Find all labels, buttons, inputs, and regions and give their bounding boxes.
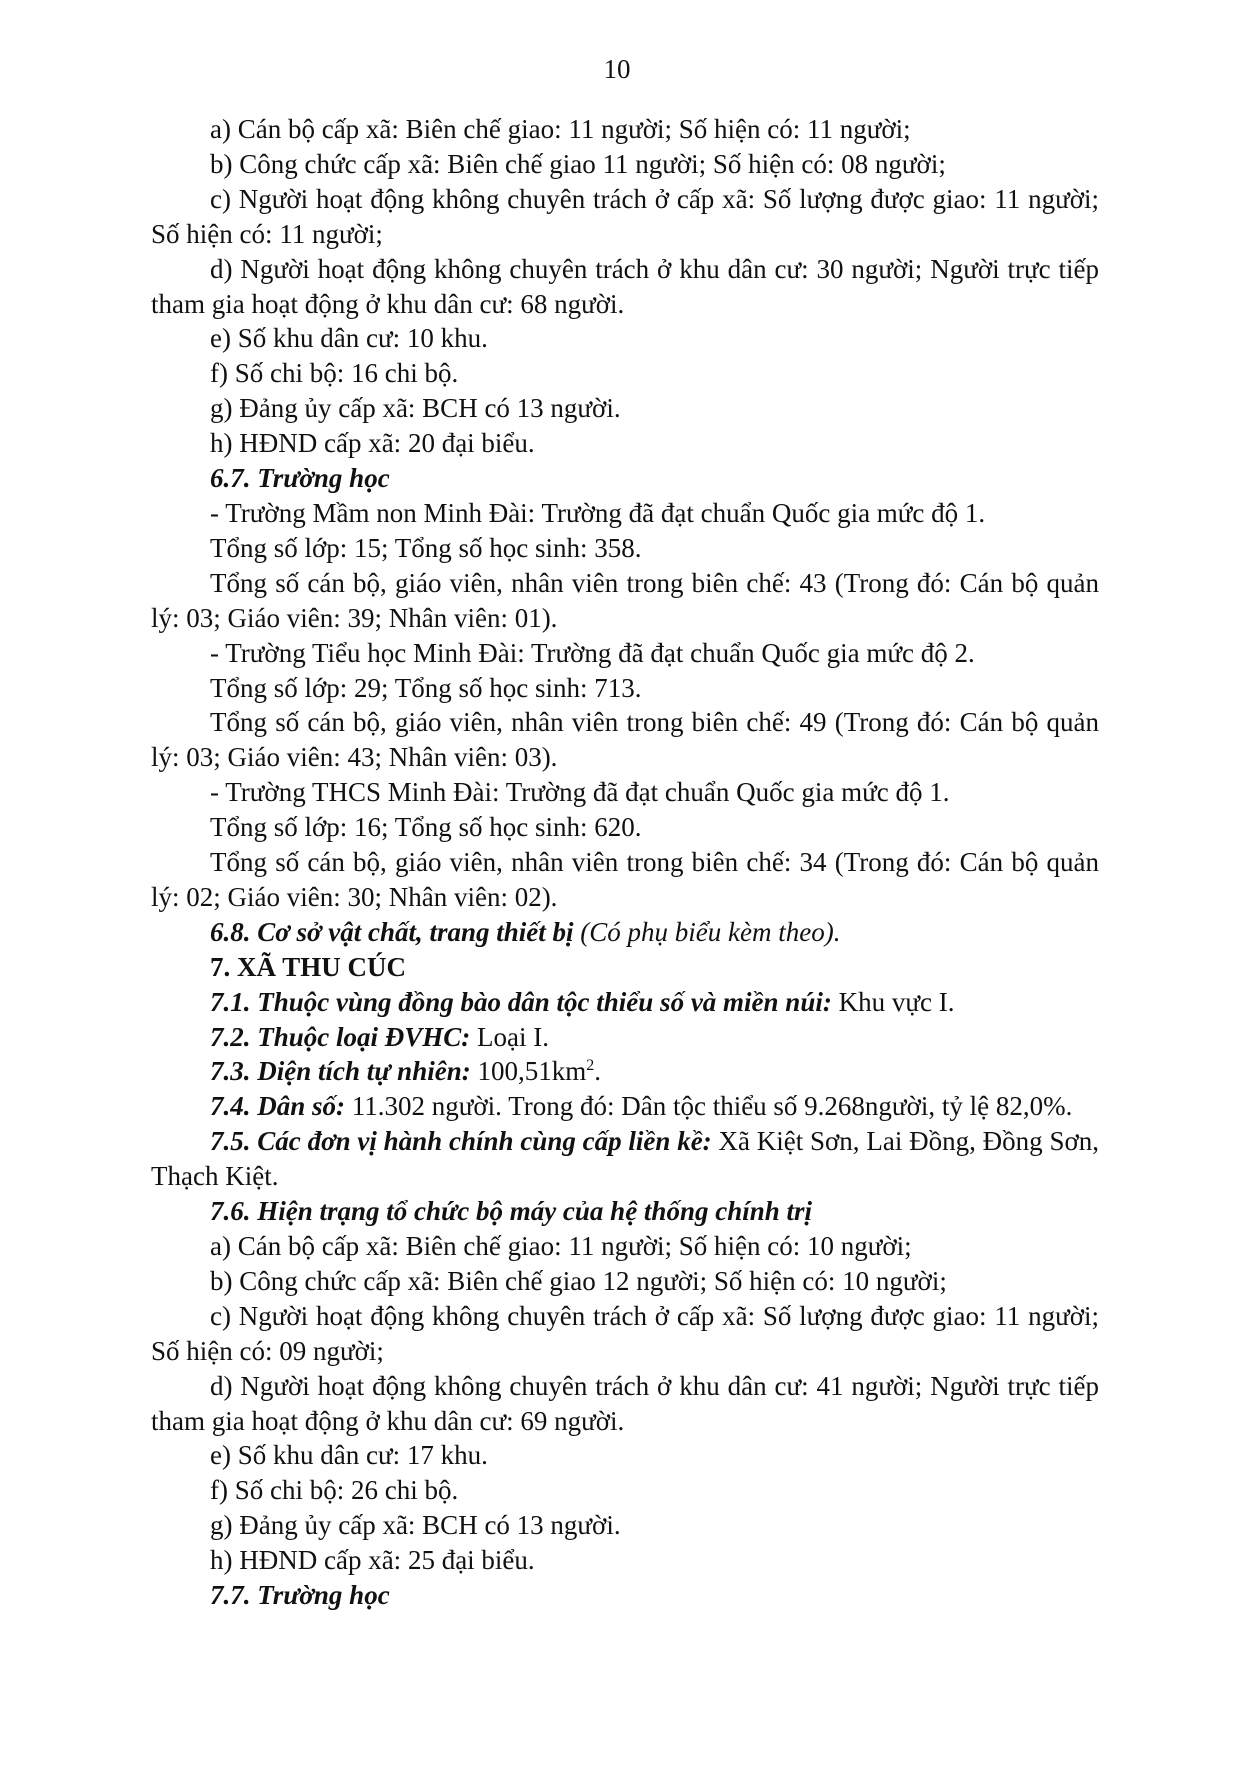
page-number: 10 <box>603 54 631 84</box>
paragraph-part-time-residential-7: d) Người hoạt động không chuyên trách ở khu dân cư: 41 người; Người trực tiếp tham gia hoạt động ở khu dân cư: 69 người. <box>151 1370 1099 1436</box>
paragraph-residential-areas-7: e) Số khu dân cư: 17 khu. <box>210 1440 488 1471</box>
paragraph-7-5 <box>151 1124 1099 1194</box>
heading-6-8-label: 6.8. Cơ sở vật chất, trang thiết bị <box>210 916 574 947</box>
paragraph-staff-commune: a) Cán bộ cấp xã: Biên chế giao: 11 người; Số hiện có: 11 người; <box>210 114 911 144</box>
paragraph-staff-commune-7: a) Cán bộ cấp xã: Biên chế giao: 11 người; Số hiện có: 10 người; <box>210 1231 912 1261</box>
heading-7-thu-cuc: 7. XÃ THU CÚC <box>210 951 407 982</box>
paragraph-kindergarten: - Trường Mầm non Minh Đài: Trường đã đạt chuẩn Quốc gia mức độ 1. <box>210 497 986 528</box>
paragraph-7-4 <box>151 1089 1099 1124</box>
heading-6-8-facilities <box>151 915 1099 950</box>
document-body <box>151 112 1099 1613</box>
paragraph-7-3 <box>151 1054 1099 1089</box>
paragraph-part-time-commune: c) Người hoạt động không chuyên trách ở cấp xã: Số lượng được giao: 11 người; Số hiện có: 11 người; <box>151 183 1099 249</box>
paragraph-civil-servants-7: b) Công chức cấp xã: Biên chế giao 12 người; Số hiện có: 10 người; <box>210 1265 947 1296</box>
paragraph-secondary-staff: Tổng số cán bộ, giáo viên, nhân viên trong biên chế: 34 (Trong đó: Cán bộ quản lý: 02; Giáo viên: 30; Nhân viên: 02). <box>151 847 1099 912</box>
paragraph-part-time-residential: d) Người hoạt động không chuyên trách ở khu dân cư: 30 người; Người trực tiếp tham gia hoạt động ở khu dân cư: 68 người. <box>151 253 1099 319</box>
label-7-3: 7.3. Diện tích tự nhiên: <box>210 1056 471 1087</box>
label-7-5: 7.5. Các đơn vị hành chính cùng cấp liền kề: <box>210 1126 712 1157</box>
paragraph-part-time-commune-7: c) Người hoạt động không chuyên trách ở cấp xã: Số lượng được giao: 11 người; Số hiện có: 09 người; <box>151 1300 1099 1366</box>
paragraph-residential-areas: e) Số khu dân cư: 10 khu. <box>210 323 488 354</box>
paragraph-7-2 <box>151 1020 1099 1055</box>
label-7-4: 7.4. Dân số: <box>210 1091 346 1122</box>
paragraph-party-cells-7: f) Số chi bộ: 26 chi bộ. <box>210 1475 459 1506</box>
value-7-3-end: . <box>594 1056 601 1087</box>
value-7-5: Xã Kiệt Sơn, Lai Đồng, Đồng Sơn, Thạch Kiệt. <box>151 1126 1099 1192</box>
value-7-4: 11.302 người. Trong đó: Dân tộc thiểu số 9.268người, tỷ lệ 82,0%. <box>345 1091 1073 1122</box>
paragraph-civil-servants: b) Công chức cấp xã: Biên chế giao 11 người; Số hiện có: 08 người; <box>210 148 946 179</box>
paragraph-primary-classes: Tổng số lớp: 29; Tổng số học sinh: 713. <box>210 672 642 703</box>
paragraph-kindergarten-staff: Tổng số cán bộ, giáo viên, nhân viên trong biên chế: 43 (Trong đó: Cán bộ quản lý: 03; Giáo viên: 39; Nhân viên: 01). <box>151 567 1099 633</box>
paragraph-kindergarten-classes: Tổng số lớp: 15; Tổng số học sinh: 358. <box>210 532 642 563</box>
value-7-2: Loại I. <box>470 1021 550 1052</box>
value-7-3-superscript: 2 <box>586 1057 595 1075</box>
heading-7-7-schools: 7.7. Trường học <box>210 1580 390 1611</box>
heading-7-6: 7.6. Hiện trạng tổ chức bộ máy của hệ thống chính trị <box>210 1196 813 1227</box>
value-7-3: 100,51km <box>470 1056 587 1087</box>
paragraph-party-committee-7: g) Đảng ủy cấp xã: BCH có 13 người. <box>210 1510 621 1541</box>
label-7-2: 7.2. Thuộc loại ĐVHC: <box>210 1021 471 1052</box>
label-7-1: 7.1. Thuộc vùng đồng bào dân tộc thiểu số và miền núi: <box>210 986 832 1017</box>
paragraph-primary-staff: Tổng số cán bộ, giáo viên, nhân viên trong biên chế: 49 (Trong đó: Cán bộ quản lý: 03; Giáo viên: 43; Nhân viên: 03). <box>151 707 1099 773</box>
paragraph-7-1 <box>151 985 1099 1020</box>
heading-6-7-schools: 6.7. Trường học <box>210 463 390 494</box>
paragraph-secondary-school: - Trường THCS Minh Đài: Trường đã đạt chuẩn Quốc gia mức độ 1. <box>210 777 950 808</box>
paragraph-primary-school: - Trường Tiểu học Minh Đài: Trường đã đạt chuẩn Quốc gia mức độ 2. <box>210 637 975 668</box>
paragraph-party-cells: f) Số chi bộ: 16 chi bộ. <box>210 358 459 389</box>
paragraph-peoples-council: h) HĐND cấp xã: 20 đại biểu. <box>210 428 535 459</box>
value-7-1: Khu vực I. <box>831 986 955 1017</box>
heading-6-8-note: (Có phụ biểu kèm theo). <box>573 916 841 947</box>
paragraph-party-committee: g) Đảng ủy cấp xã: BCH có 13 người. <box>210 393 621 424</box>
paragraph-peoples-council-7: h) HĐND cấp xã: 25 đại biểu. <box>210 1545 535 1576</box>
paragraph-secondary-classes: Tổng số lớp: 16; Tổng số học sinh: 620. <box>210 812 642 843</box>
